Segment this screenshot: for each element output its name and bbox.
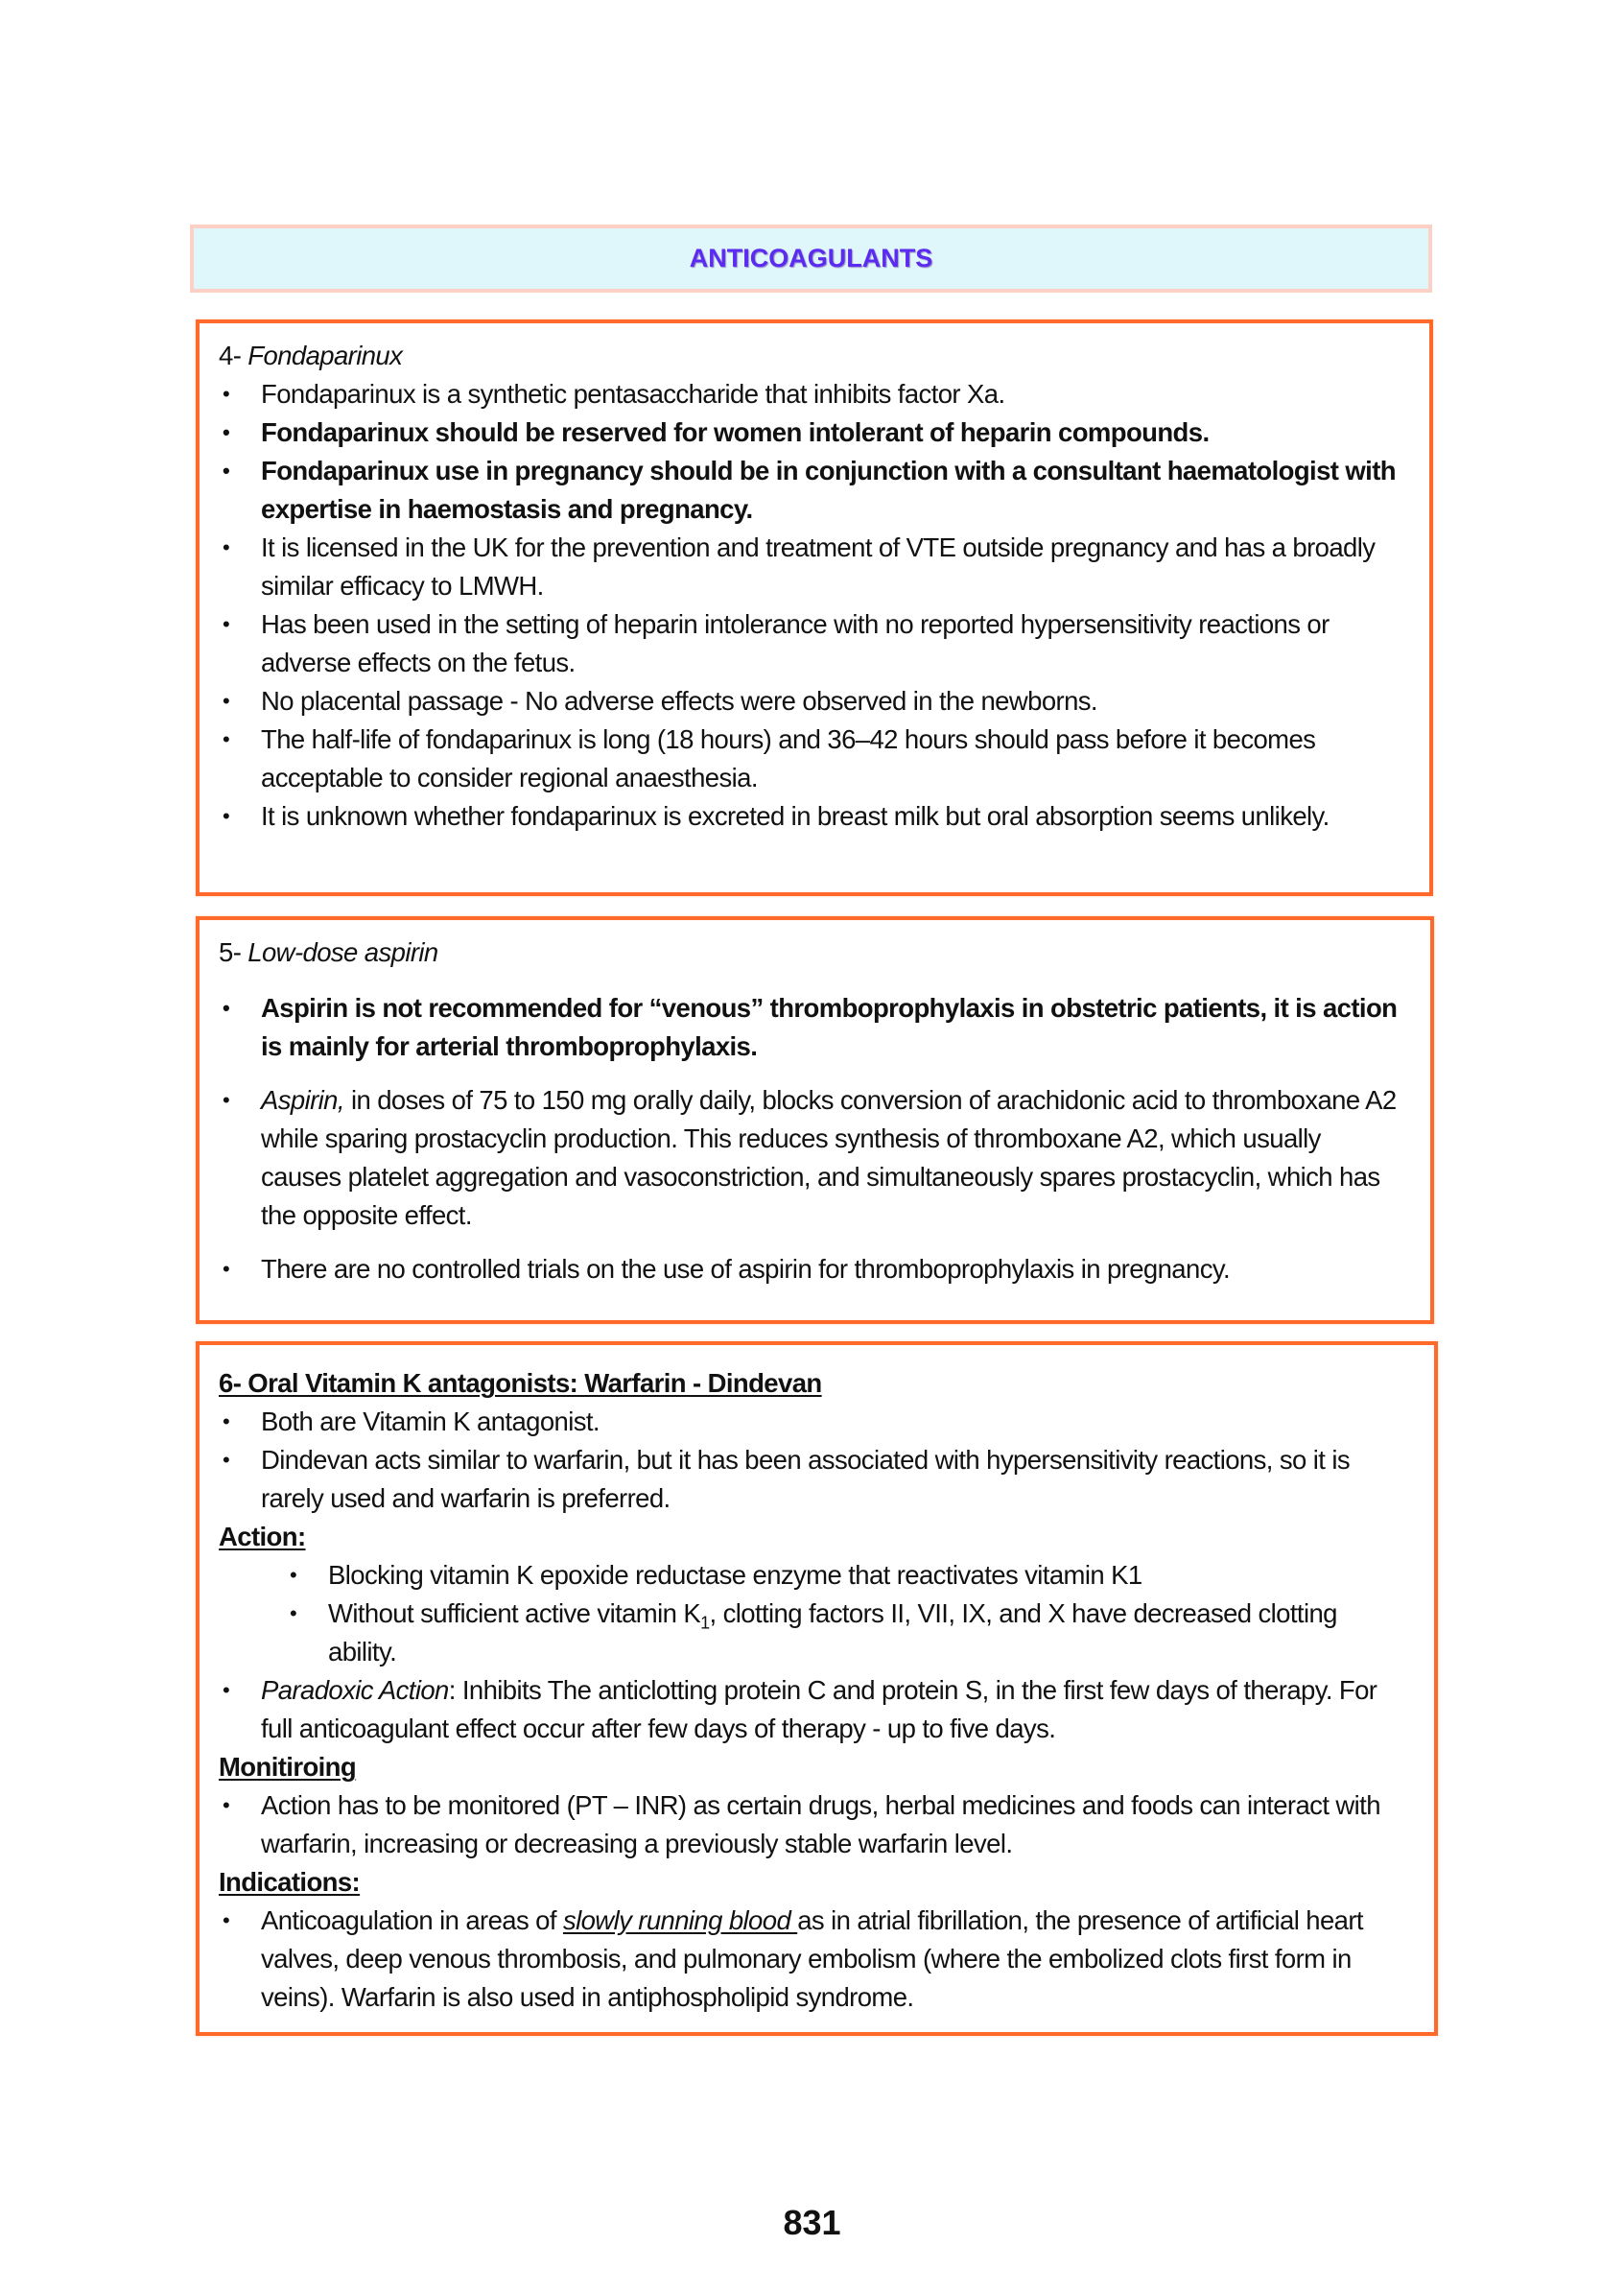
list-item [219,375,1406,414]
bullet-icon: • [223,459,230,483]
fondaparinux-heading [219,337,1406,375]
item-text: as in atrial fibrillation, the presence of artificial heart valves, deep venous thrombosis, and pulmonary embolism (where the embolized clots first form in veins). Warfarin is also used in antiphospholipid syndrome. [261,1905,1363,2012]
page-number: 831 [783,2203,841,2242]
item-text: Blocking vitamin K epoxide reductase enzyme that reactivates vitamin K1 [328,1560,1142,1590]
list-item [219,1403,1411,1441]
paradoxic-list [219,1671,1411,1748]
item-text: : Inhibits The anticlotting protein C and protein S, in the first few days of therapy. For full anticoagulant effect occur after few days of therapy - up to five days. [261,1675,1377,1743]
list-item [219,1902,1411,2017]
list-item [219,682,1406,721]
list-item [219,1556,1411,1595]
bullet-icon: • [223,996,230,1020]
vitamin-k-antagonists-box [196,1341,1438,2036]
indications-list [219,1902,1411,2017]
item-text: Without sufficient active vitamin K [328,1598,701,1628]
vka-heading: 6- Oral Vitamin K antagonists: Warfarin - Dindevan [219,1368,822,1398]
bullet-icon: • [223,1088,230,1112]
item-text: , clotting factors II, VII, IX, and X have decreased clotting ability. [328,1598,1337,1667]
aspirin-box [196,916,1434,1324]
bullet-icon: • [223,1678,230,1702]
bullet-icon: • [223,1257,230,1281]
item-text: Anticoagulation in areas of [261,1905,563,1935]
bullet-icon: • [223,382,230,406]
heading-name: Low-dose aspirin [247,937,438,967]
fondaparinux-box [196,319,1433,896]
heading-number: 4- [219,341,248,370]
bullet-icon: • [223,727,230,751]
bullet-icon: • [223,804,230,828]
list-item [219,1595,1411,1671]
item-text: Dindevan acts similar to warfarin, but it has been associated with hypersensitivity reactions, so it is rarely used and warfarin is preferred. [261,1445,1350,1513]
list-item [219,721,1406,797]
bullet-icon: • [223,1409,230,1433]
list-item [219,452,1406,529]
heading-name: Fondaparinux [247,341,403,370]
list-item [219,605,1406,682]
list-item [219,797,1406,836]
list-item [219,1671,1411,1748]
list-item [219,529,1406,605]
fondaparinux-list [219,375,1406,836]
bullet-icon: • [223,1448,230,1472]
bullet-icon: • [290,1601,297,1625]
item-text: No placental passage - No adverse effects were observed in the newborns. [261,686,1097,716]
bullet-icon: • [223,1793,230,1817]
item-text: Aspirin is not recommended for “venous” thromboprophylaxis in obstetric patients, it is action is mainly for arterial thromboprophylaxis. [261,993,1398,1061]
item-text: Fondaparinux should be reserved for women intolerant of heparin compounds. [261,417,1210,447]
list-item [219,989,1407,1066]
bullet-icon: • [223,612,230,636]
bullet-icon: • [223,535,230,559]
action-subheading: Action: [219,1522,306,1551]
list-item [219,1786,1411,1863]
item-text: The half-life of fondaparinux is long (18 hours) and 36–42 hours should pass before it becomes acceptable to consider regional anaesthesia. [261,724,1316,792]
heading-number: 5- [219,937,248,967]
item-text: It is licensed in the UK for the prevention and treatment of VTE outside pregnancy and has a broadly similar efficacy to LMWH. [261,532,1376,601]
section-title-banner [190,225,1432,293]
page-title: ANTICOAGULANTS [689,244,933,272]
monitoring-subheading: Monitiroing [219,1752,357,1782]
list-item [219,414,1406,452]
bullet-icon: • [223,689,230,713]
vka-intro-list [219,1403,1411,1518]
indications-subheading: Indications: [219,1867,361,1897]
monitoring-list [219,1786,1411,1863]
item-text: It is unknown whether fondaparinux is excreted in breast milk but oral absorption seems unlikely. [261,801,1330,831]
aspirin-heading [219,934,1407,972]
emphasis-text: slowly running blood [562,1905,798,1935]
bullet-icon: • [223,420,230,444]
subscript: 1 [700,1613,710,1633]
item-lead: Aspirin, [261,1085,344,1115]
bullet-icon: • [223,1908,230,1932]
bullet-icon: • [290,1563,297,1587]
item-text: Action has to be monitored (PT – INR) as certain drugs, herbal medicines and foods can interact with warfarin, increasing or decreasing a previously stable warfarin level. [261,1790,1380,1858]
item-lead: Paradoxic Action [261,1675,449,1705]
item-text: Both are Vitamin K antagonist. [261,1407,600,1436]
list-item [219,1250,1407,1288]
item-text: Has been used in the setting of heparin intolerance with no reported hypersensitivity reactions or adverse effects on the fetus. [261,609,1330,677]
action-list [219,1556,1411,1671]
item-text: There are no controlled trials on the use of aspirin for thromboprophylaxis in pregnancy. [261,1254,1230,1284]
item-text: Fondaparinux is a synthetic pentasaccharide that inhibits factor Xa. [261,379,1005,409]
list-item [219,1081,1407,1235]
item-text: Fondaparinux use in pregnancy should be in conjunction with a consultant haematologist with expertise in haemostasis and pregnancy. [261,456,1396,524]
list-item [219,1441,1411,1518]
item-text: in doses of 75 to 150 mg orally daily, blocks conversion of arachidonic acid to thromboxane A2 while sparing prostacyclin production. This reduces synthesis of thromboxane A2, which usually causes platelet aggregation and vasoconstriction, and simultaneously spares prostacyclin, which has the opposite effect. [261,1085,1397,1230]
aspirin-list [219,989,1407,1288]
